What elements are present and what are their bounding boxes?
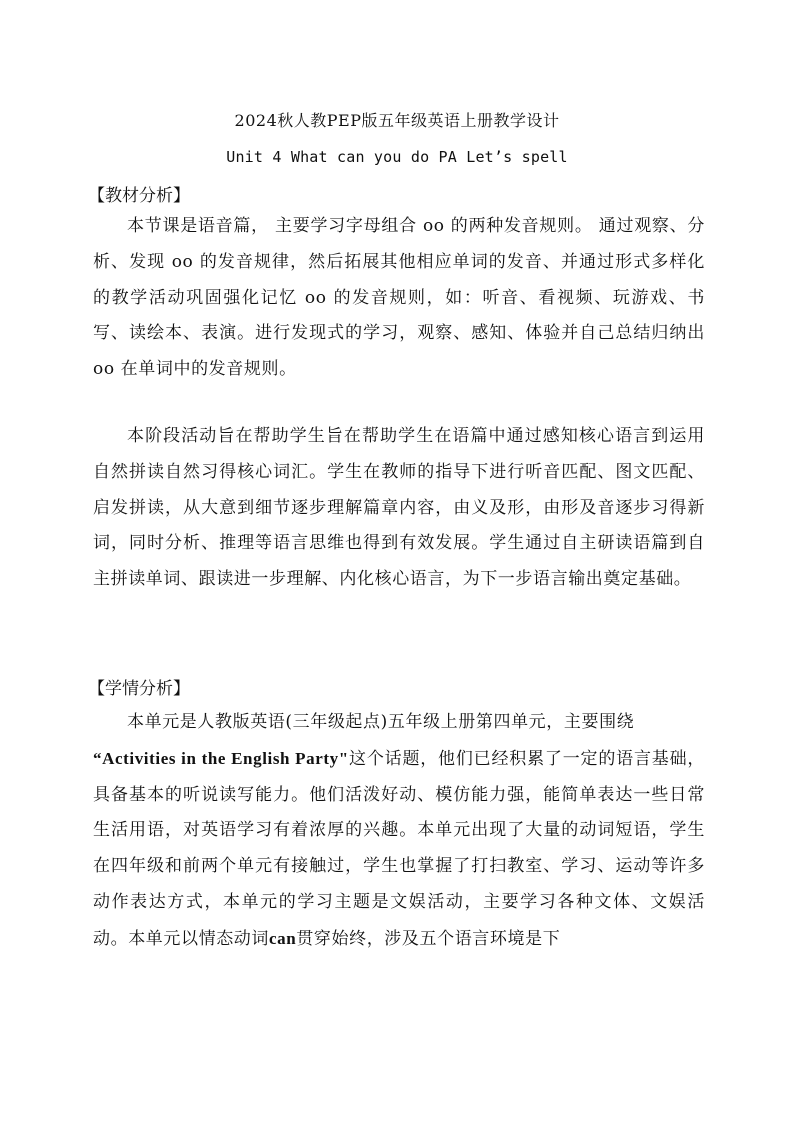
paragraph-learner-analysis bbox=[93, 705, 705, 958]
paragraph-textbook-analysis-2: 本阶段活动旨在帮助学生旨在帮助学生在语篇中通过感知核心语言到运用自然拼读自然习得核心词汇。学生在教师的指导下进行听音匹配、图文匹配、启发拼读，从大意到细节逐步理解篇章内容，由义及形，由形及音逐步习得新词，同时分析、推理等语言思维也得到有效发展。学生通过自主研读语篇到自主拼读单词、跟读进一步理解、内化核心语言，为下一步语言输出奠定基础。 bbox=[93, 426, 705, 590]
paragraph-text: 贯穿始终，涉及五个语言环境是下 bbox=[296, 928, 561, 949]
paragraph-textbook-analysis-1: 本节课是语音篇， 主要学习字母组合 oo 的两种发音规则。 通过观察、分析、发现 oo 的发音规律，然后拓展其他相应单词的发音、并通过形式多样化的教学活动巩固强化记忆 oo 的发音规则，如：听音、看视频、玩游戏、书写、读绘本、表演。进行发现式的学习，观察、感知、体验并自己总结归纳出 oo 在单词中的发音规则。 bbox=[93, 216, 705, 380]
topic-english-phrase: “Activities in the English Party" bbox=[93, 748, 349, 768]
section-heading-learner-analysis: 【学情分析】 bbox=[88, 679, 190, 699]
section-heading-textbook-analysis: 【教材分析】 bbox=[88, 186, 190, 206]
modal-verb-can: can bbox=[269, 928, 297, 948]
document-subtitle: Unit 4 What can you do PA Let’s spell bbox=[226, 148, 568, 166]
paragraph-text: 这个话题，他们已经积累了一定的语言基础，具备基本的听说读写能力。他们活泼好动、模仿能力强，能简单表达一些日常生活用语，对英语学习有着浓厚的兴趣。本单元出现了大量的动词短语，学生在四年级和前两个单元有接触过，学生也掌握了打扫教室、学习、运动等许多动作表达方式，本单元的学习主题是文娱活动，主要学习各种文体、文娱活动。本单元以情态动词 bbox=[93, 748, 706, 949]
paragraph-text: 本单元是人教版英语(三年级起点)五年级上册第四单元，主要围绕 bbox=[127, 712, 635, 732]
document-title: 2024秋人教PEP版五年级英语上册教学设计 bbox=[234, 111, 560, 130]
